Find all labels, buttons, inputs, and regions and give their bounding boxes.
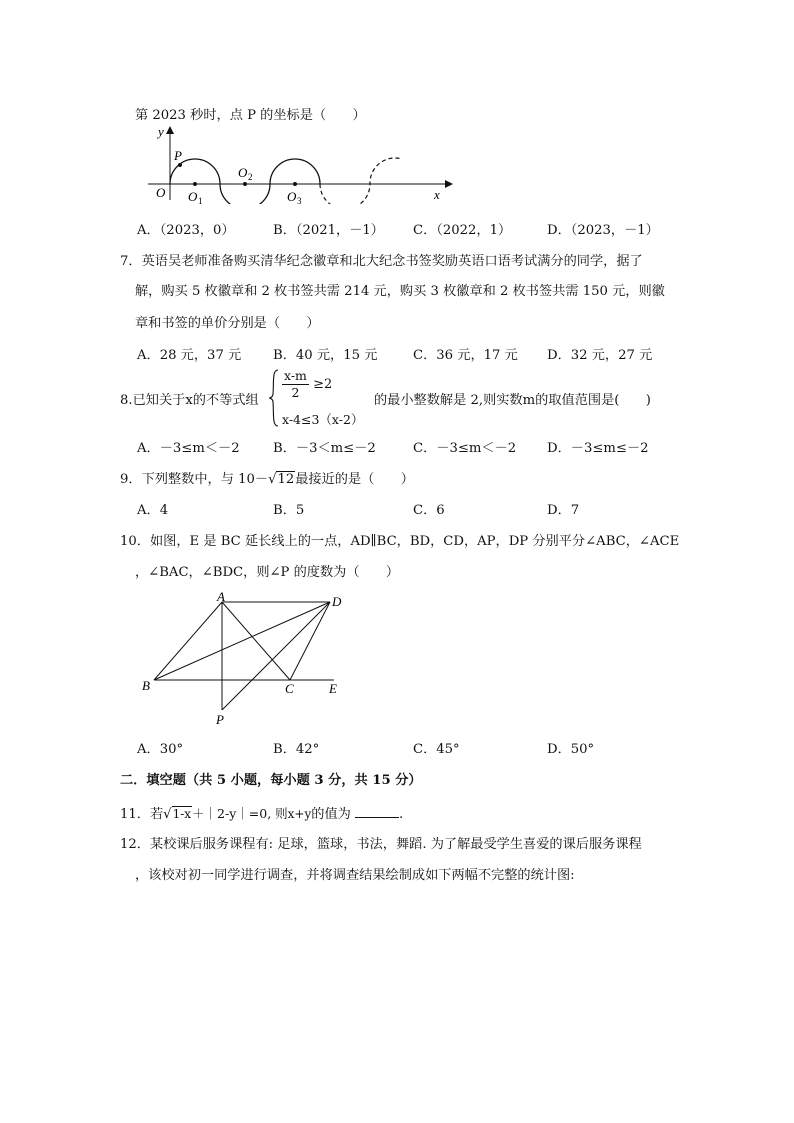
- wave-dashed: [320, 158, 402, 204]
- q11-end: .: [399, 807, 404, 822]
- q8-option-c[interactable]: C．－3≤m＜－2: [413, 441, 517, 456]
- segment-ac: [222, 602, 290, 680]
- q8-suffix: 的最小整数解是 2,则实数m的取值范围是( ): [374, 393, 651, 408]
- q9-suffix: 最接近的是（ ）: [295, 472, 414, 487]
- q7-line-3: 章和书签的单价分别是（ ）: [135, 316, 320, 331]
- q11-suffix: 的值为: [311, 807, 351, 822]
- q10-line-2: ，∠BAC，∠BDC，则∠P 的度数为（ ）: [135, 565, 400, 580]
- label-y: y: [158, 124, 164, 139]
- label-origin: O: [156, 185, 166, 200]
- label-o2: O: [238, 165, 248, 180]
- q7-option-c[interactable]: C．36 元，17 元: [413, 348, 518, 363]
- q6-option-d[interactable]: D．（2023，－1）: [547, 223, 659, 238]
- q9-stem: [120, 468, 414, 487]
- q9-sqrt-sign: √: [268, 472, 277, 487]
- label-o3: O: [287, 189, 297, 204]
- q11-stem: [120, 803, 403, 822]
- q8-brace: [268, 368, 280, 428]
- label-d: D: [332, 594, 342, 609]
- q8-option-a[interactable]: A．－3≤m＜－2: [137, 441, 240, 456]
- q7-option-d[interactable]: D．32 元，27 元: [547, 348, 653, 363]
- label-b: B: [142, 678, 150, 693]
- point-o2: [243, 182, 247, 186]
- label-e: E: [329, 681, 337, 696]
- q9-prefix: 9．下列整数中，与 10－: [120, 472, 269, 487]
- q11-middle: ＋｜2-y｜=0, 则: [192, 806, 288, 821]
- q9-option-c[interactable]: C．6: [413, 503, 445, 518]
- q7-option-b[interactable]: B．40 元，15 元: [273, 348, 378, 363]
- q10-option-c[interactable]: C．45°: [413, 742, 460, 757]
- point-o3: [293, 182, 297, 186]
- label-c: C: [285, 681, 294, 696]
- q9-option-a[interactable]: A．4: [137, 503, 169, 518]
- q6-option-c[interactable]: C．（2022，1）: [413, 223, 512, 238]
- x-axis-arrow: [445, 180, 453, 188]
- label-x: x: [434, 187, 440, 202]
- point-p: [178, 163, 182, 167]
- q8-option-b[interactable]: B．－3＜m≤－2: [273, 441, 376, 456]
- label-o1-sub: 1: [198, 196, 203, 204]
- q6-option-b[interactable]: B．（2021，－1）: [273, 223, 384, 238]
- q6-stem: 第 2023 秒时，点 P 的坐标是（ ）: [135, 108, 366, 123]
- q8-ineq1-rel: ≥2: [313, 377, 333, 392]
- q10-geometry-figure: [138, 590, 353, 730]
- q7-line-1: 7．英语吴老师准备购买清华纪念徽章和北大纪念书签奖励英语口语考试满分的同学，据了: [120, 254, 643, 269]
- segment-dp: [222, 602, 330, 710]
- q9-option-b[interactable]: B．5: [273, 503, 305, 518]
- q12-line-1: 12．某校课后服务课程有: 足球，篮球，书法，舞蹈. 为了解最受学生喜爱的课后服务课程: [120, 837, 642, 852]
- point-o1: [193, 182, 197, 186]
- label-o2-sub: 2: [248, 172, 253, 182]
- q6-option-a[interactable]: A．（2023，0）: [137, 223, 235, 238]
- q11-expr: x+y: [287, 807, 312, 821]
- q8-prefix: 8.已知关于x的不等式组: [120, 393, 259, 408]
- q8-ineq2: x-4≤3（x-2）: [282, 412, 364, 427]
- q10-option-a[interactable]: A．30°: [137, 742, 184, 757]
- q7-line-2: 解，购买 5 枚徽章和 2 枚书签共需 214 元，购买 3 枚徽章和 2 枚书签共需 150 元，则徽: [135, 284, 665, 299]
- segment-ab: [154, 602, 222, 680]
- q12-line-2: ，该校对初一同学进行调查，并将调查结果绘制成如下两幅不完整的统计图:: [135, 868, 575, 883]
- q9-radicand: 12: [277, 472, 295, 487]
- y-axis-arrow: [166, 126, 174, 134]
- q8-option-d[interactable]: D．－3≤m≤－2: [547, 441, 649, 456]
- q9-option-d[interactable]: D．7: [547, 503, 580, 518]
- q10-line-1: 10．如图，E 是 BC 延长线上的一点，AD∥BC，BD，CD，AP，DP 分别平分∠ABC，∠ACE: [120, 534, 680, 549]
- q8-frac-den: 2: [291, 385, 300, 400]
- q6-wave-figure: [140, 124, 460, 204]
- label-p: P: [174, 148, 182, 163]
- label-p: P: [216, 712, 224, 727]
- segment-cd: [290, 602, 330, 680]
- q11-prefix: 11．若: [120, 807, 164, 822]
- segment-bd: [154, 602, 330, 680]
- q10-option-b[interactable]: B．42°: [273, 742, 320, 757]
- q11-radicand: 1-x: [172, 807, 192, 821]
- section-2-title: 二．填空题（共 5 小题，每小题 3 分，共 15 分）: [120, 773, 422, 788]
- q7-option-a[interactable]: A．28 元，37 元: [137, 348, 242, 363]
- label-o3-sub: 3: [297, 196, 302, 204]
- label-o1: O: [188, 189, 198, 204]
- label-a: A: [217, 590, 225, 604]
- q10-option-d[interactable]: D．50°: [547, 742, 595, 757]
- q11-sqrt-sign: √: [163, 807, 172, 822]
- q8-frac-num: x-m: [284, 368, 307, 383]
- q11-answer-blank[interactable]: [355, 805, 399, 818]
